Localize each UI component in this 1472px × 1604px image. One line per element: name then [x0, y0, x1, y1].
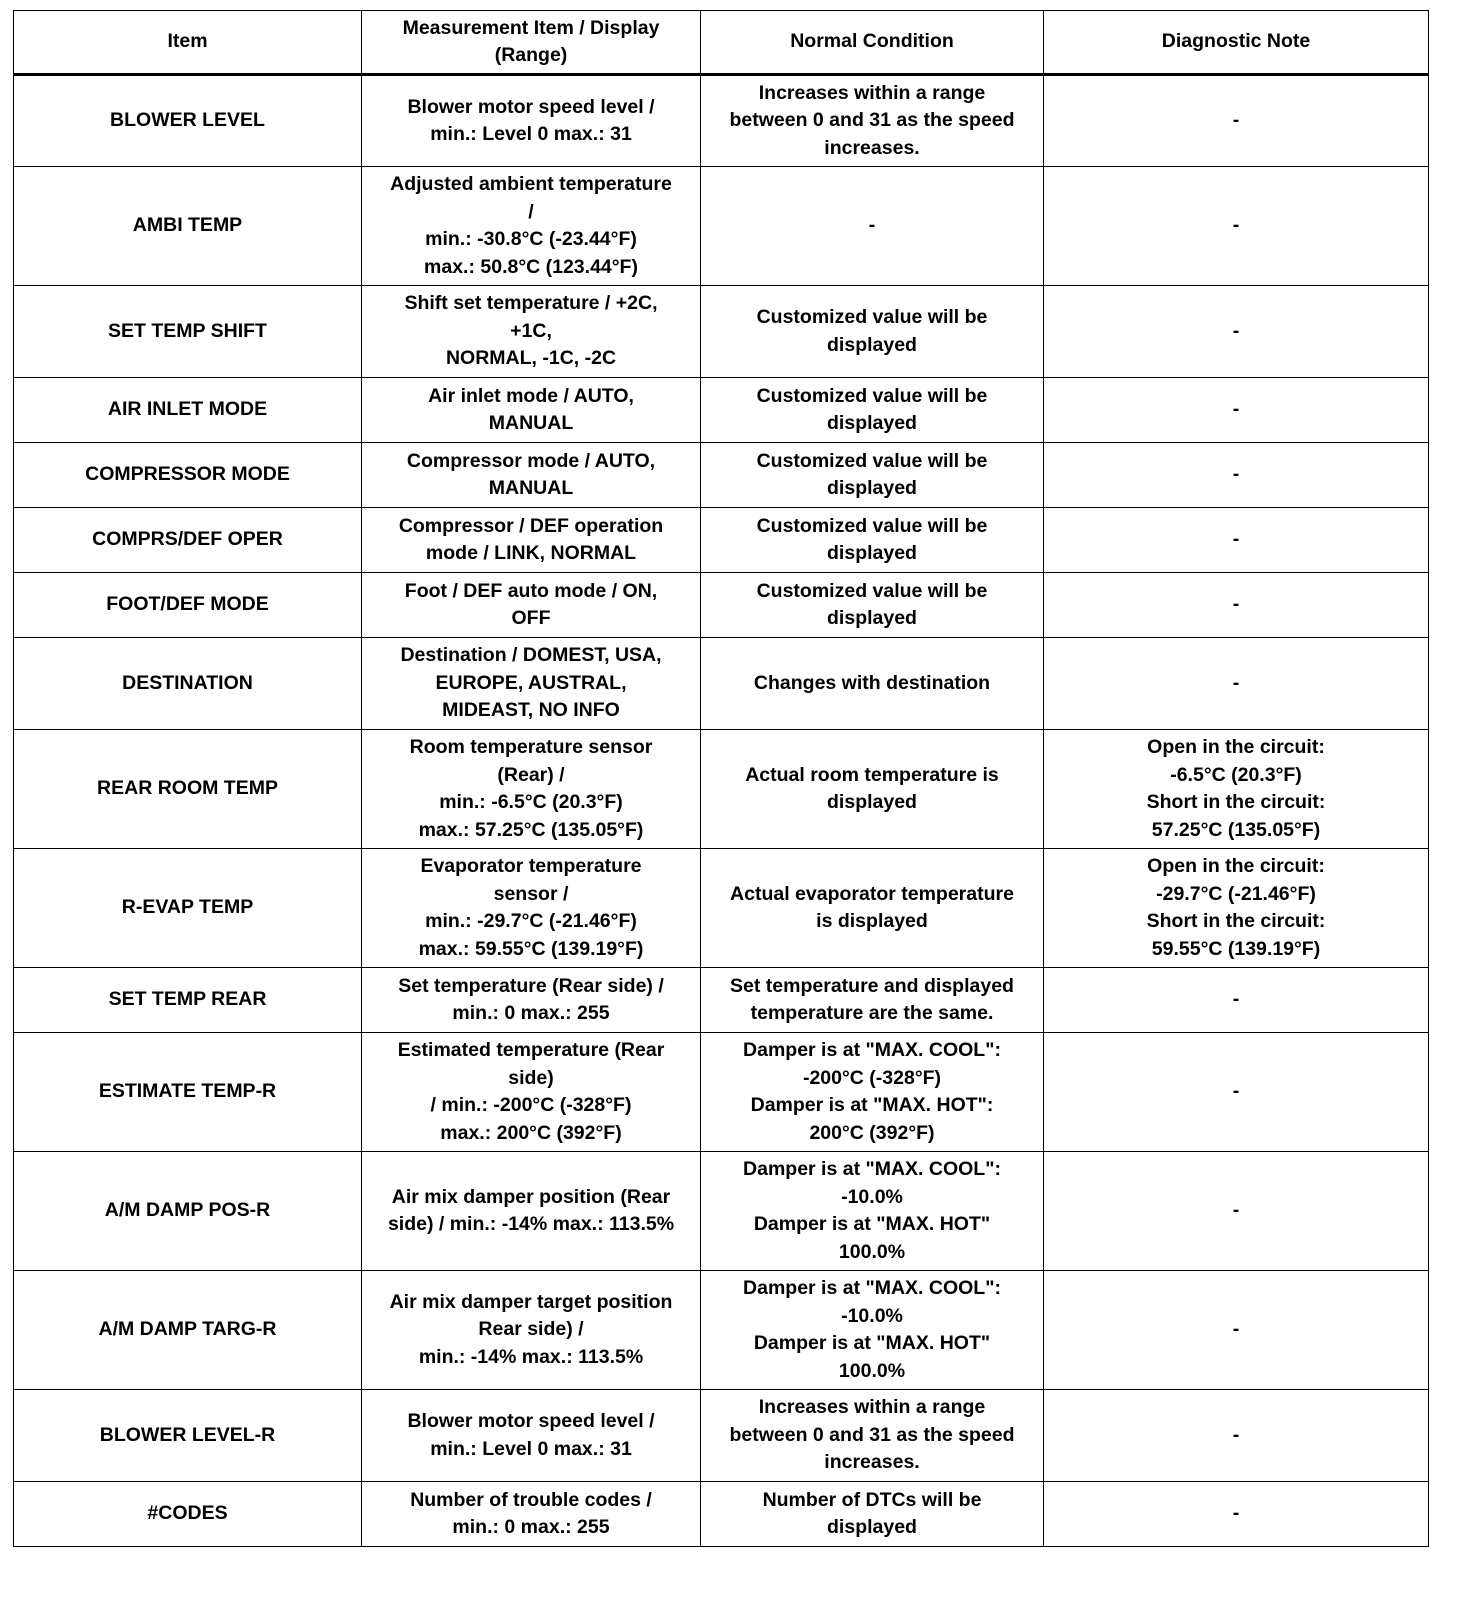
cell-measurement: Air inlet mode / AUTO, MANUAL [362, 378, 701, 443]
cell-normal-condition: - [701, 167, 1044, 286]
cell-diagnostic-note: - [1044, 167, 1429, 286]
diagnostic-data-table [13, 10, 1429, 1547]
cell-diagnostic-note: - [1044, 1390, 1429, 1482]
cell-item: AIR INLET MODE [14, 378, 362, 443]
cell-measurement: Compressor mode / AUTO, MANUAL [362, 443, 701, 508]
cell-measurement: Evaporator temperature sensor / min.: -29.7°C (-21.46°F) max.: 59.55°C (139.19°F) [362, 849, 701, 968]
cell-normal-condition: Increases within a range between 0 and 31 as the speed increases. [701, 1390, 1044, 1482]
cell-item: #CODES [14, 1482, 362, 1547]
cell-item: R-EVAP TEMP [14, 849, 362, 968]
cell-measurement: Number of trouble codes / min.: 0 max.: 255 [362, 1482, 701, 1547]
table-header-row [14, 11, 1429, 75]
cell-normal-condition: Customized value will be displayed [701, 508, 1044, 573]
cell-item: ESTIMATE TEMP-R [14, 1033, 362, 1152]
table-row [14, 968, 1429, 1033]
cell-normal-condition: Damper is at "MAX. COOL": -10.0% Damper is at "MAX. HOT" 100.0% [701, 1271, 1044, 1390]
cell-item: BLOWER LEVEL-R [14, 1390, 362, 1482]
table-row [14, 1152, 1429, 1271]
cell-normal-condition: Increases within a range between 0 and 31 as the speed increases. [701, 75, 1044, 167]
table-row [14, 167, 1429, 286]
table-row [14, 638, 1429, 730]
table-row [14, 1271, 1429, 1390]
cell-diagnostic-note: - [1044, 508, 1429, 573]
cell-diagnostic-note: - [1044, 1482, 1429, 1547]
table-row [14, 1033, 1429, 1152]
cell-item: SET TEMP REAR [14, 968, 362, 1033]
cell-item: COMPRESSOR MODE [14, 443, 362, 508]
cell-item: A/M DAMP TARG-R [14, 1271, 362, 1390]
cell-measurement: Room temperature sensor (Rear) / min.: -6.5°C (20.3°F) max.: 57.25°C (135.05°F) [362, 730, 701, 849]
cell-diagnostic-note: - [1044, 1152, 1429, 1271]
cell-item: A/M DAMP POS-R [14, 1152, 362, 1271]
cell-diagnostic-note: - [1044, 443, 1429, 508]
cell-normal-condition: Damper is at "MAX. COOL": -10.0% Damper is at "MAX. HOT" 100.0% [701, 1152, 1044, 1271]
cell-diagnostic-note: - [1044, 573, 1429, 638]
cell-diagnostic-note: - [1044, 968, 1429, 1033]
header-diagnostic-note: Diagnostic Note [1044, 11, 1429, 75]
cell-measurement: Foot / DEF auto mode / ON, OFF [362, 573, 701, 638]
cell-normal-condition: Actual room temperature is displayed [701, 730, 1044, 849]
cell-diagnostic-note: Open in the circuit: -29.7°C (-21.46°F) Short in the circuit: 59.55°C (139.19°F) [1044, 849, 1429, 968]
cell-measurement: Blower motor speed level / min.: Level 0 max.: 31 [362, 1390, 701, 1482]
cell-item: SET TEMP SHIFT [14, 286, 362, 378]
cell-measurement: Adjusted ambient temperature / min.: -30.8°C (-23.44°F) max.: 50.8°C (123.44°F) [362, 167, 701, 286]
header-measurement-item: Measurement Item / Display (Range) [362, 11, 701, 75]
cell-normal-condition: Set temperature and displayed temperature are the same. [701, 968, 1044, 1033]
cell-measurement: Blower motor speed level / min.: Level 0 max.: 31 [362, 75, 701, 167]
cell-diagnostic-note: - [1044, 75, 1429, 167]
cell-normal-condition: Customized value will be displayed [701, 443, 1044, 508]
cell-measurement: Estimated temperature (Rear side) / min.: -200°C (-328°F) max.: 200°C (392°F) [362, 1033, 701, 1152]
header-normal-condition: Normal Condition [701, 11, 1044, 75]
table-row [14, 75, 1429, 167]
cell-measurement: Destination / DOMEST, USA, EUROPE, AUSTRAL, MIDEAST, NO INFO [362, 638, 701, 730]
cell-diagnostic-note: - [1044, 1271, 1429, 1390]
table-row [14, 1482, 1429, 1547]
cell-normal-condition: Customized value will be displayed [701, 378, 1044, 443]
cell-item: REAR ROOM TEMP [14, 730, 362, 849]
diagnostic-table-container [13, 10, 1428, 1547]
cell-diagnostic-note: - [1044, 378, 1429, 443]
table-row [14, 508, 1429, 573]
table-row [14, 573, 1429, 638]
cell-measurement: Compressor / DEF operation mode / LINK, NORMAL [362, 508, 701, 573]
table-row [14, 1390, 1429, 1482]
table-row [14, 443, 1429, 508]
cell-measurement: Set temperature (Rear side) / min.: 0 max.: 255 [362, 968, 701, 1033]
cell-measurement: Shift set temperature / +2C, +1C, NORMAL, -1C, -2C [362, 286, 701, 378]
cell-normal-condition: Actual evaporator temperature is displayed [701, 849, 1044, 968]
cell-item: AMBI TEMP [14, 167, 362, 286]
table-row [14, 849, 1429, 968]
table-row [14, 730, 1429, 849]
cell-item: COMPRS/DEF OPER [14, 508, 362, 573]
cell-diagnostic-note: - [1044, 286, 1429, 378]
cell-measurement: Air mix damper target position Rear side) / min.: -14% max.: 113.5% [362, 1271, 701, 1390]
cell-normal-condition: Number of DTCs will be displayed [701, 1482, 1044, 1547]
cell-normal-condition: Customized value will be displayed [701, 286, 1044, 378]
cell-normal-condition: Damper is at "MAX. COOL": -200°C (-328°F) Damper is at "MAX. HOT": 200°C (392°F) [701, 1033, 1044, 1152]
cell-normal-condition: Changes with destination [701, 638, 1044, 730]
header-item: Item [14, 11, 362, 75]
table-row [14, 378, 1429, 443]
cell-item: BLOWER LEVEL [14, 75, 362, 167]
cell-diagnostic-note: - [1044, 638, 1429, 730]
cell-diagnostic-note: Open in the circuit: -6.5°C (20.3°F) Short in the circuit: 57.25°C (135.05°F) [1044, 730, 1429, 849]
cell-measurement: Air mix damper position (Rear side) / min.: -14% max.: 113.5% [362, 1152, 701, 1271]
cell-item: FOOT/DEF MODE [14, 573, 362, 638]
cell-normal-condition: Customized value will be displayed [701, 573, 1044, 638]
cell-diagnostic-note: - [1044, 1033, 1429, 1152]
table-row [14, 286, 1429, 378]
cell-item: DESTINATION [14, 638, 362, 730]
